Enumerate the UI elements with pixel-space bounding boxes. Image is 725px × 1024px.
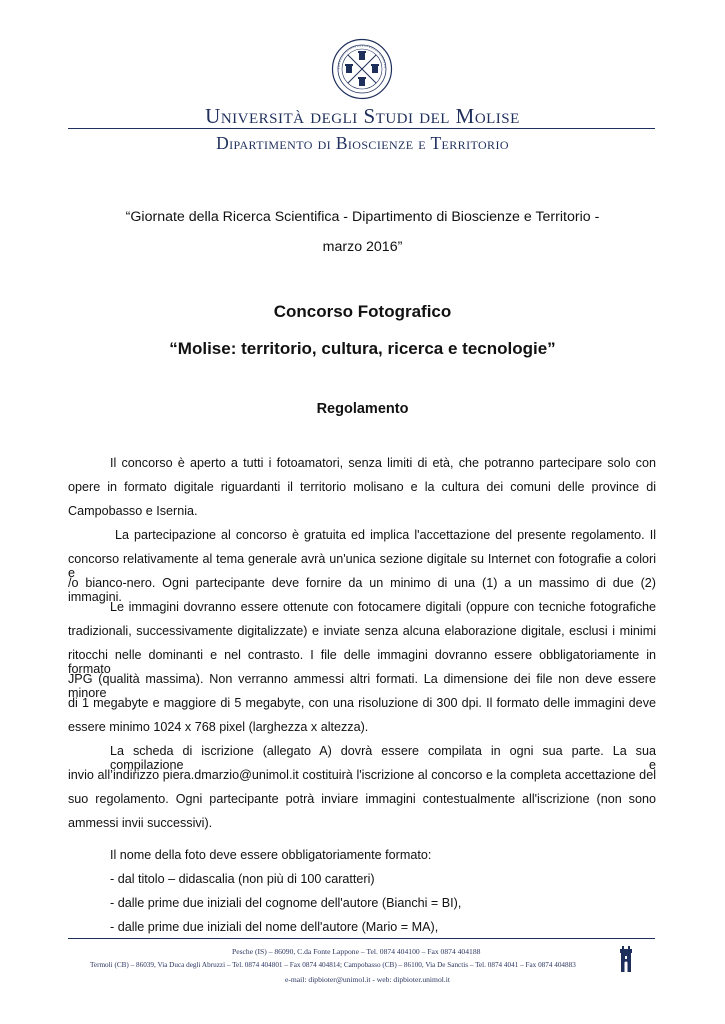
rules-line: tradizionali, successivamente digitalizzate) e inviate senza alcuna elaborazione digitale, esclusi i minimi: [68, 624, 656, 638]
contest-title: Concorso Fotografico: [273, 302, 452, 321]
contest-subtitle: “Molise: territorio, cultura, ricerca e tecnologie”: [169, 339, 556, 358]
rules-line: ritocchi nelle dominanti e nel contrasto. I file delle immagini dovranno essere obbligatoriamente in formato: [68, 648, 656, 676]
footer-address-pesche: Pesche (IS) – 86090, C.da Fonte Lappone – Tel. 0874 404100 – Fax 0874 404188: [232, 947, 481, 956]
rules-line: Campobasso e Isernia.: [68, 504, 198, 518]
rules-line: - dalle prime due iniziali del cognome dell'autore (Bianchi = BI),: [110, 896, 462, 910]
rules-line: La partecipazione al concorso è gratuita ed implica l'accettazione del presente regolamento. Il: [115, 528, 656, 542]
event-title-line1: “Giornate della Ricerca Scientifica - Dipartimento di Bioscienze e Territorio -: [125, 209, 600, 225]
university-name: Università degli Studi del Molise: [205, 104, 520, 128]
university-seal-icon: [331, 38, 393, 100]
rules-line: concorso relativamente al tema generale avrà un'unica sezione digitale su Internet con fotografie a colori e: [68, 552, 656, 580]
rules-line: invio all’indirizzo piera.dmarzio@unimol.it costituirà l'iscrizione al concorso e la completa accettazione del: [68, 768, 656, 782]
department-name: Dipartimento di Bioscienze e Territorio: [216, 133, 509, 153]
rules-line: JPG (qualità massima). Non verranno ammessi altri formati. La dimensione dei file non deve essere minore: [68, 672, 656, 700]
rules-line: /o bianco-nero. Ogni partecipante deve fornire da un minimo di una (1) a un massimo di due (2) immagini.: [68, 576, 656, 604]
rules-line: La scheda di iscrizione (allegato A) dovrà essere compilata in ogni sua parte. La sua compilazione e: [110, 744, 656, 772]
rules-line: opere in formato digitale riguardanti il territorio molisano e la cultura dei comuni delle province di: [68, 480, 656, 494]
rules-line: di 1 megabyte e maggiore di 5 megabyte, con una risoluzione di 300 dpi. Il formato delle immagini deve: [68, 696, 656, 710]
rules-line: essere minimo 1024 x 768 pixel (larghezza x altezza).: [68, 720, 369, 734]
rules-line: ammessi invii successivi).: [68, 816, 213, 830]
rules-line: suo regolamento. Ogni partecipante potrà inviare immagini contestualmente all'iscrizione (non sono: [68, 792, 656, 806]
footer-address-termoli: Termoli (CB) – 86039, Via Duca degli Abruzzi – Tel. 0874 404801 – Fax 0874 404814; Campobasso (CB) – 86100, Via De Sanctis – Tel. 0874 4041 – Fax 0874 404883: [90, 961, 576, 969]
rules-line: Il nome della foto deve essere obbligatoriamente formato:: [110, 848, 432, 862]
rules-line: Il concorso è aperto a tutti i fotoamatori, senza limiti di età, che potranno partecipare solo con: [110, 456, 656, 470]
event-title-line2: marzo 2016”: [322, 239, 403, 255]
footer-contacts: e-mail: dipbioter@unimol.it - web: dipbioter.unimol.it: [285, 975, 450, 984]
tower-logo-icon: [618, 945, 634, 973]
rules-line: - dal titolo – didascalia (non più di 100 caratteri): [110, 872, 375, 886]
rules-line: - dalle prime due iniziali del nome dell'autore (Mario = MA),: [110, 920, 439, 934]
footer-divider: [68, 938, 655, 939]
rules-line: Le immagini dovranno essere ottenute con fotocamere digitali (oppure con tecniche fotografiche: [110, 600, 656, 614]
rules-heading: Regolamento: [316, 401, 409, 417]
header-divider: [68, 128, 655, 129]
